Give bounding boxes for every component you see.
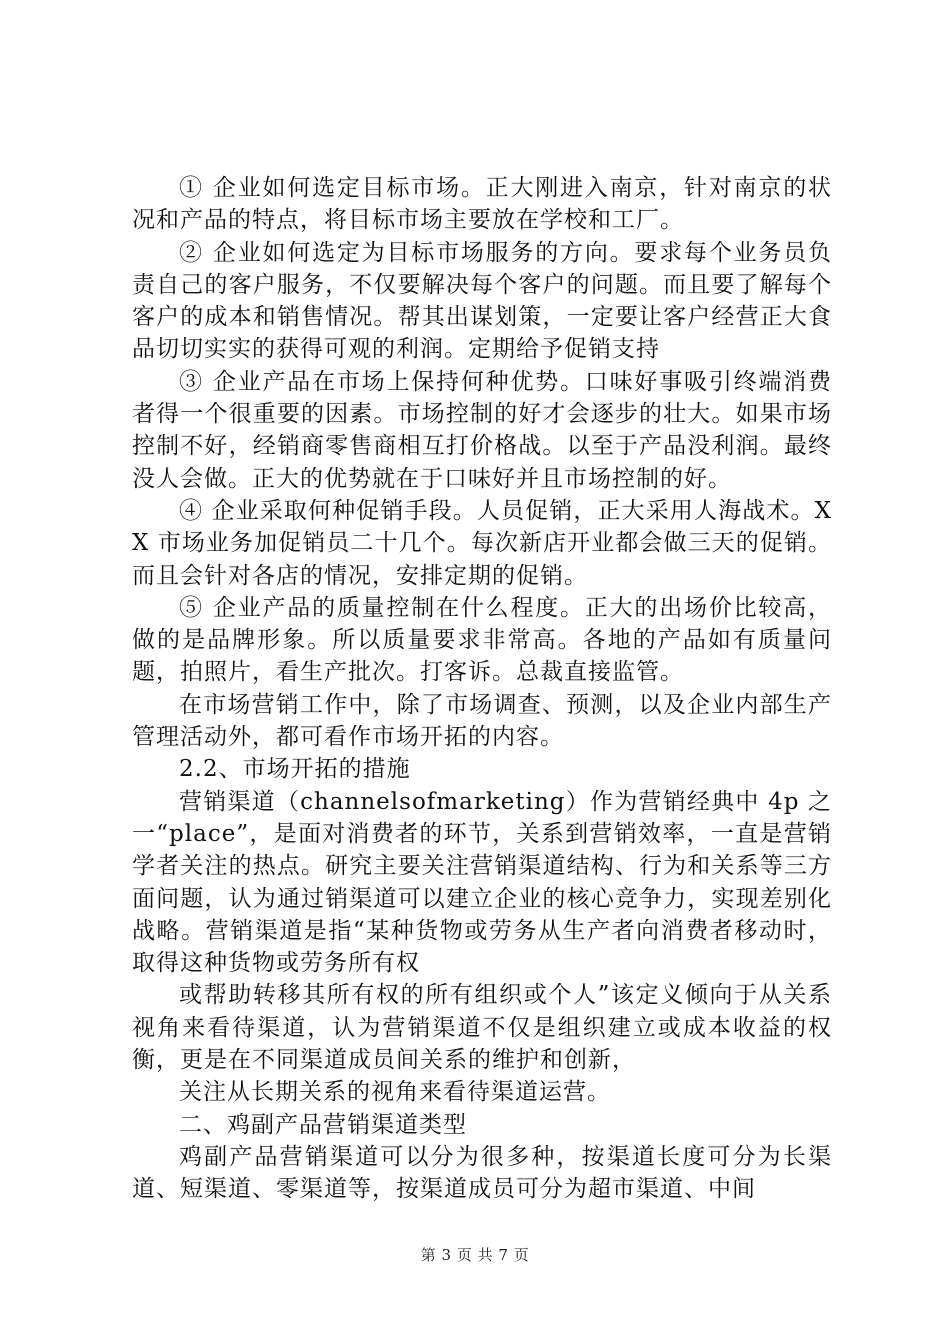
paragraph-channel-classification: 鸡副产品营销渠道可以分为很多种，按渠道长度可分为长渠道、短渠道、零渠道等，按渠道成员可分为超市渠道、中间 [132,1143,832,1203]
paragraph-market-development: 在市场营销工作中，除了市场调查、预测，以及企业内部生产管理活动外，都可看作市场开拓的内容。 [132,691,832,751]
paragraph-marketing-channels: 营销渠道（channelsofmarketing）作为营销经典中 4p 之一“place”，是面对消费者的环节，关系到营销效率，一直是营销学者关注的热点。研究主要关注营销渠道结构、行为和关系等三方面问题，认为通过销渠道可以建立企业的核心竞争力，实现差别化战略。营销渠道是指“某种货物或劳务从生产者向消费者移动时，取得这种货物或劳务所有权 [132,788,832,977]
paragraph-quality-control: ⑤ 企业产品的质量控制在什么程度。正大的出场价比较高，做的是品牌形象。所以质量要求非常高。各地的产品如有质量问题，拍照片，看生产批次。打客诉。总裁直接监管。 [132,594,832,686]
paragraph-service-direction: ② 企业如何选定为目标市场服务的方向。要求每个业务员负责自己的客户服务，不仅要解决每个客户的问题。而且要了解每个客户的成本和销售情况。帮其出谋划策，一定要让客户经营正大食品切切实实的获得可观的利润。定期给予促销支持 [132,239,832,363]
section-heading-channel-types: 二、鸡副产品营销渠道类型 [179,1111,467,1138]
paragraph-product-advantage: ③ 企业产品在市场上保持何种优势。口味好事吸引终端消费者得一个很重要的因素。市场控制的好才会逐步的壮大。如果市场控制不好，经销商零售商相互打价格战。以至于产品没利润。最终没人会做。正大的优势就在于口味好并且市场控制的好。 [132,368,832,492]
document-body [132,172,832,1206]
paragraph-channel-definition: 或帮助转移其所有权的所有组织或个人”该定义倾向于从关系视角来看待渠道，认为营销渠道不仅是组织建立或成本收益的权衡，更是在不同渠道成员间关系的维护和创新， [132,982,832,1074]
paragraph-target-market: ① 企业如何选定目标市场。正大刚进入南京，针对南京的状况和产品的特点，将目标市场主要放在学校和工厂。 [132,175,832,234]
page-footer: 第 3 页 共 7 页 [420,1246,530,1264]
section-heading-measures: 2.2、市场开拓的措施 [179,756,411,783]
paragraph-long-term-relationship: 关注从长期关系的视角来看待渠道运营。 [179,1079,611,1106]
paragraph-promotion-means: ④ 企业采取何种促销手段。人员促销，正大采用人海战术。XX 市场业务加促销员二十几个。每次新店开业都会做三天的促销。而且会针对各店的情况，安排定期的促销。 [132,497,832,589]
